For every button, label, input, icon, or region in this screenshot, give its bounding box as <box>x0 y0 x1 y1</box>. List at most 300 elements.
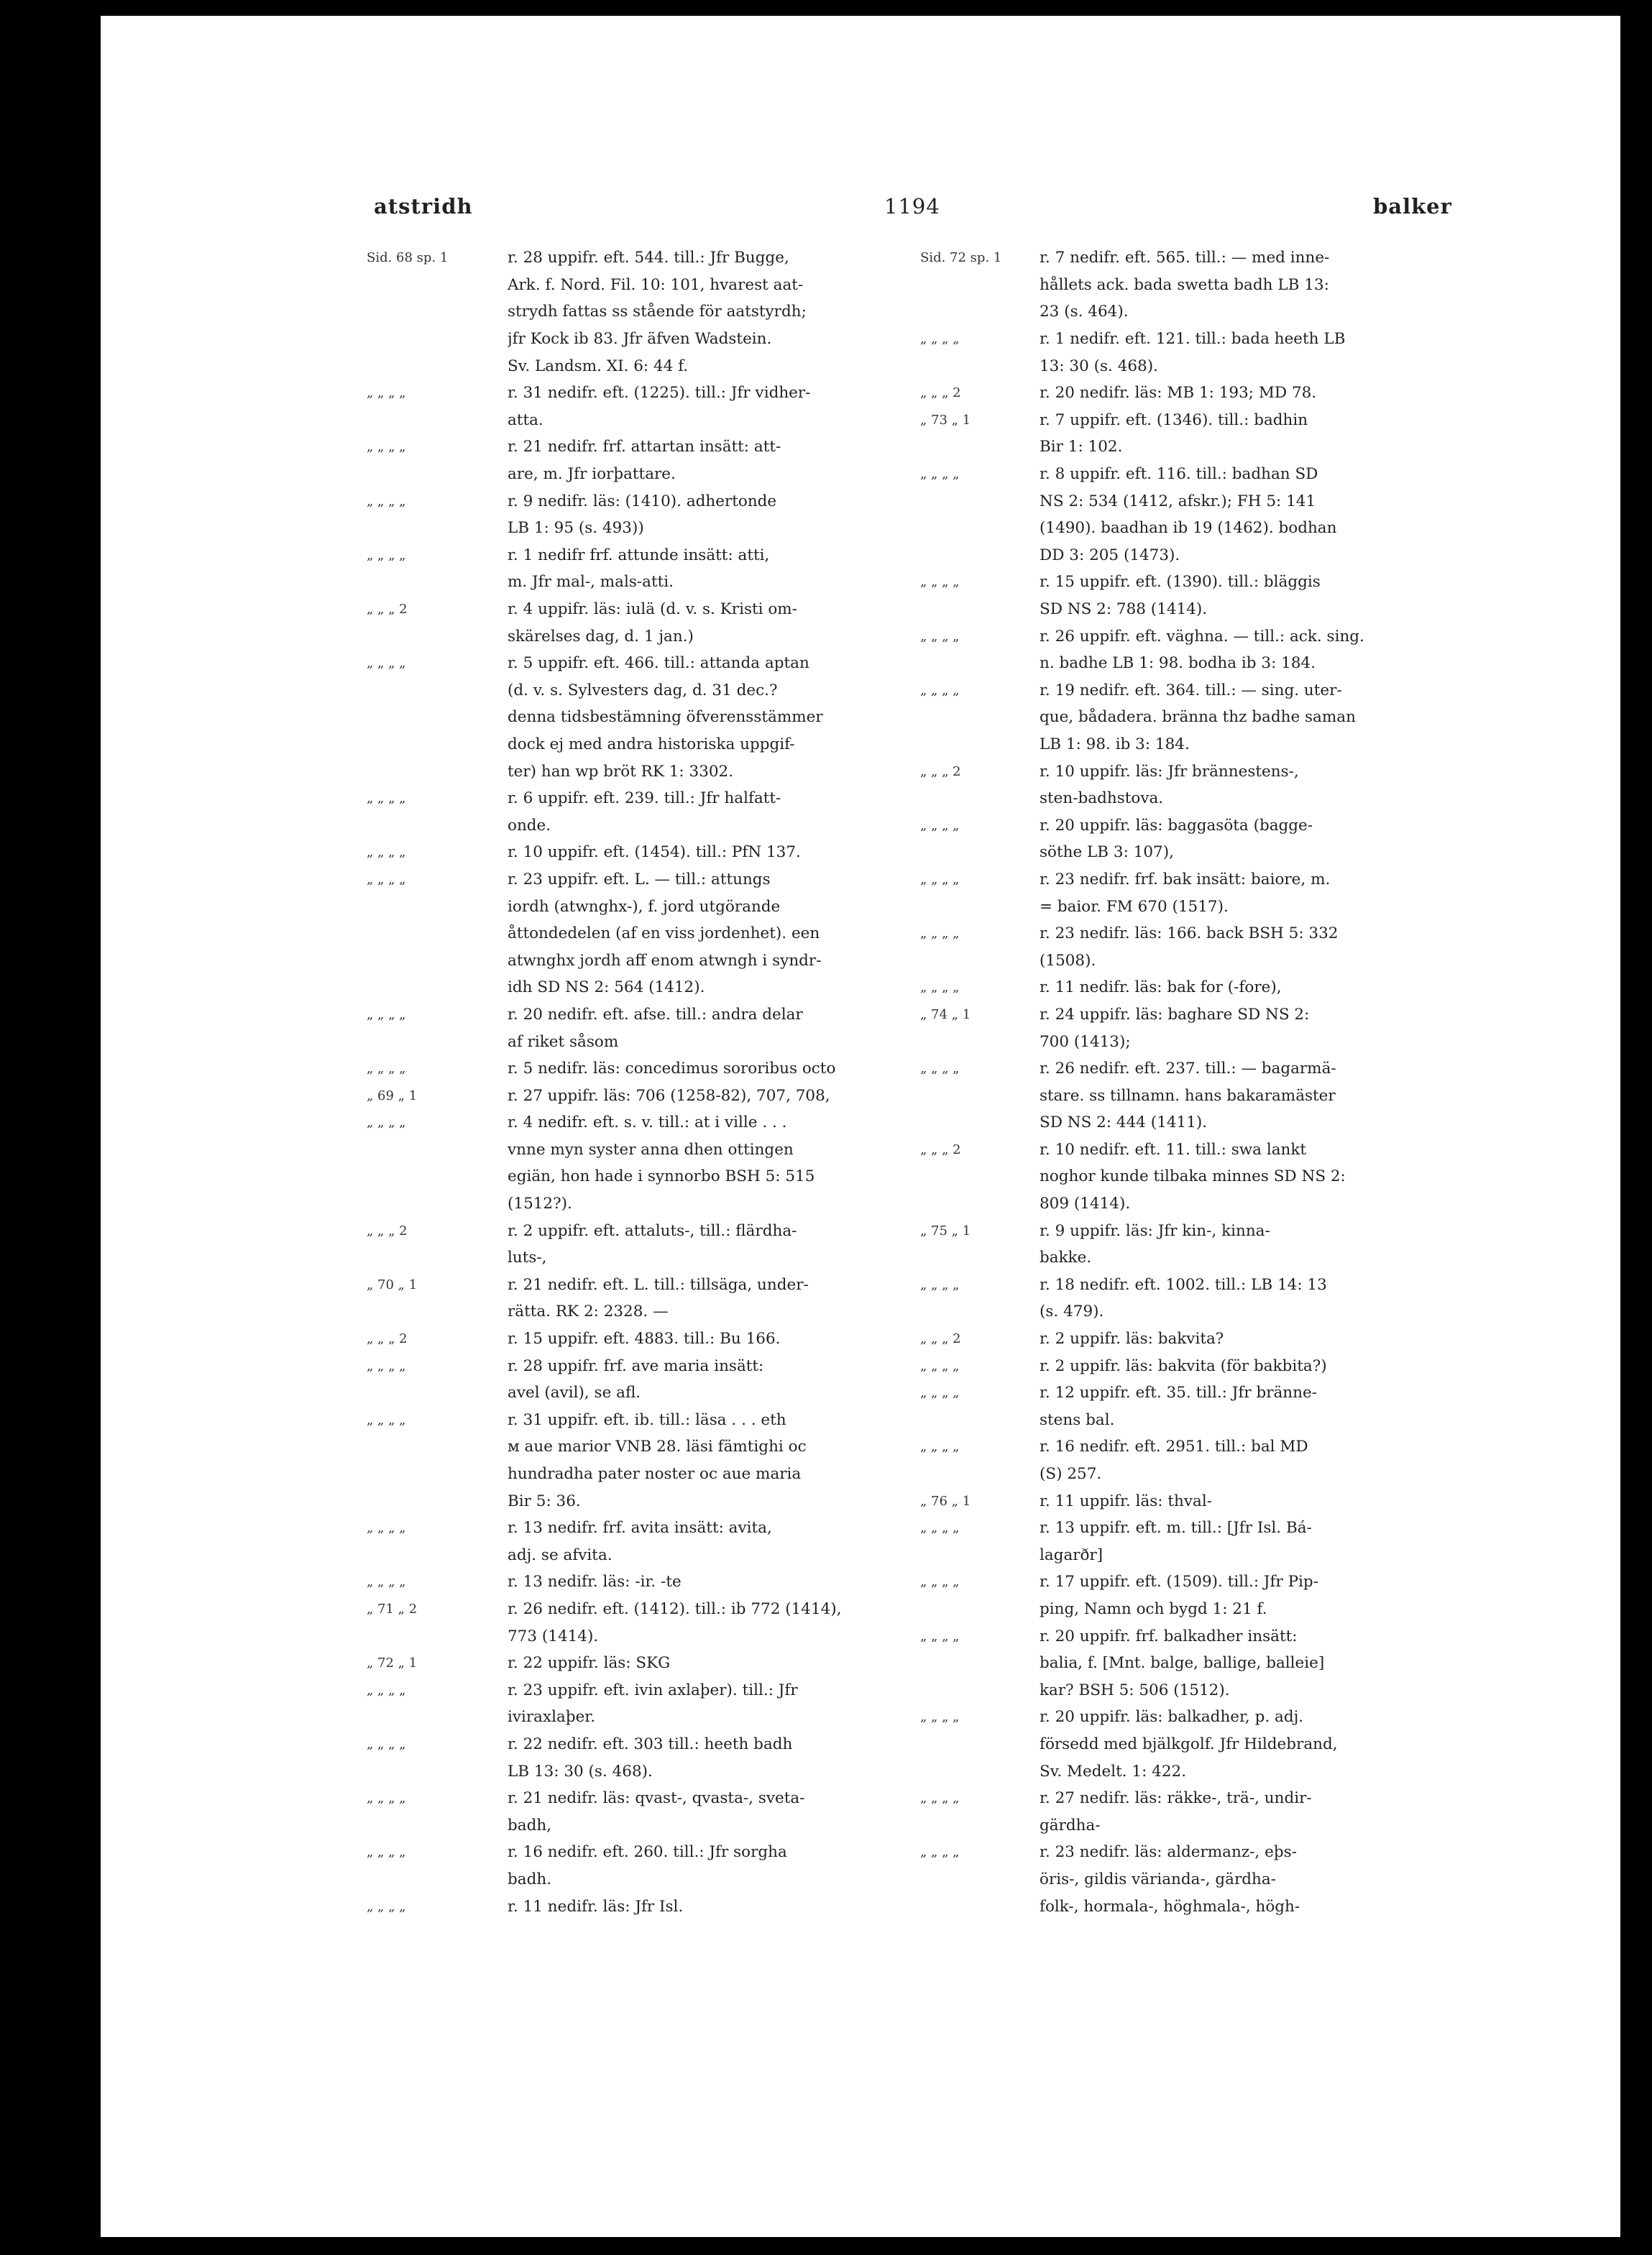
line-text: r. 27 uppifr. läs: 706 (1258-82), 707, 708, <box>508 1086 830 1105</box>
line-reference: „ „ „ 2 <box>367 1223 408 1239</box>
line-reference: „ „ „ „ <box>367 1006 406 1022</box>
line-reference: „ „ „ „ <box>920 926 960 942</box>
line-text: jfr Kock ib 83. Jfr äfven Wadstein. <box>508 330 772 349</box>
text-line <box>920 1244 1610 1272</box>
text-line <box>367 1109 999 1136</box>
line-reference: „ 75 „ 1 <box>920 1223 971 1239</box>
text-line <box>920 920 1610 947</box>
text-line <box>920 839 1610 866</box>
text-line <box>367 1542 999 1569</box>
text-line <box>367 1163 999 1190</box>
text-line <box>920 272 1610 299</box>
line-reference: „ „ „ „ <box>920 871 960 887</box>
line-text: 700 (1413); <box>1040 1032 1131 1051</box>
text-line <box>367 677 999 704</box>
line-text: bakke. <box>1040 1249 1092 1267</box>
text-line <box>920 1893 1610 1920</box>
line-text: r. 20 uppifr. läs: baggasöta (bagge- <box>1040 816 1313 835</box>
text-line <box>367 1650 999 1677</box>
line-text: r. 20 nedifr. eft. afse. till.: andra delar <box>508 1005 803 1024</box>
line-text: r. 15 uppifr. eft. (1390). till.: bläggis <box>1040 573 1321 592</box>
line-text: r. 16 nedifr. eft. 260. till.: Jfr sorgha <box>508 1843 787 1862</box>
text-line <box>920 1487 1610 1515</box>
line-text: badh, <box>508 1816 552 1834</box>
line-text: r. 2 uppifr. eft. attaluts-, till.: flärdha- <box>508 1221 797 1240</box>
text-line <box>920 974 1610 1001</box>
line-text: stare. ss tillnamn. hans bakaramäster <box>1040 1086 1336 1105</box>
line-reference: „ „ „ „ <box>920 574 960 590</box>
line-text: Ark. f. Nord. Fil. 10: 101, hvarest aat- <box>508 275 804 294</box>
line-text: r. 4 nedifr. eft. s. v. till.: at i ville . . . <box>508 1113 787 1132</box>
line-text: åttondedelen (af en viss jordenhet). een <box>508 924 820 943</box>
text-line <box>367 1190 999 1218</box>
text-line <box>920 1190 1610 1218</box>
line-reference: „ „ „ „ <box>367 1845 406 1860</box>
line-reference: „ „ „ „ <box>920 1061 960 1077</box>
line-text: r. 9 uppifr. läs: Jfr kin-, kinna- <box>1040 1221 1270 1240</box>
line-reference: „ „ „ „ <box>367 439 406 455</box>
text-line <box>367 1217 999 1244</box>
header-left-word: atstridh <box>374 194 473 219</box>
line-text: denna tidsbestämning öfverensstämmer <box>508 708 823 727</box>
text-line <box>367 244 999 272</box>
line-text: r. 23 nedifr. frf. bak insätt: baiore, m. <box>1040 870 1331 888</box>
line-text: Bir 1: 102. <box>1040 438 1123 456</box>
text-line <box>367 1731 999 1758</box>
text-line <box>920 542 1610 569</box>
line-text: försedd med bjälkgolf. Jfr Hildebrand, <box>1040 1735 1338 1753</box>
text-line <box>367 1244 999 1272</box>
line-text: r. 28 uppifr. eft. 544. till.: Jfr Bugge, <box>508 249 789 267</box>
line-text: vnne myn syster anna dhen ottingen <box>508 1140 794 1159</box>
text-line <box>367 1758 999 1785</box>
line-text: r. 27 nedifr. läs: räkke-, trä-, undir- <box>1040 1789 1312 1808</box>
line-text: r. 10 uppifr. läs: Jfr brännestens-, <box>1040 762 1299 781</box>
line-text: 13: 30 (s. 468). <box>1040 357 1158 375</box>
line-text: adj. se afvita. <box>508 1546 612 1564</box>
line-reference: „ „ „ „ <box>367 1682 406 1698</box>
text-line <box>920 515 1610 542</box>
text-line <box>367 650 999 677</box>
line-text: r. 21 nedifr. frf. attartan insätt: att- <box>508 438 781 456</box>
line-text: onde. <box>508 816 551 835</box>
line-reference: „ „ „ 2 <box>367 602 408 617</box>
text-line <box>920 812 1610 839</box>
line-text: r. 13 uppifr. eft. m. till.: [Jfr Isl. Bá- <box>1040 1519 1312 1538</box>
text-line <box>920 731 1610 758</box>
line-text: hållets ack. bada swetta badh LB 13: <box>1040 275 1329 294</box>
text-line <box>920 677 1610 704</box>
line-text: r. 7 uppifr. eft. (1346). till.: badhin <box>1040 410 1308 429</box>
text-line <box>367 893 999 920</box>
line-reference: „ „ „ „ <box>920 817 960 833</box>
page-number: 1194 <box>884 194 940 219</box>
line-text: rätta. RK 2: 2328. — <box>508 1303 669 1321</box>
line-text: r. 7 nedifr. eft. 565. till.: — med inne- <box>1040 249 1330 267</box>
line-reference: „ „ „ 2 <box>920 1142 961 1157</box>
line-reference: „ „ „ „ <box>920 1845 960 1860</box>
line-text: n. badhe LB 1: 98. bodha ib 3: 184. <box>1040 654 1316 673</box>
line-text: r. 8 uppifr. eft. 116. till.: badhan SD <box>1040 465 1318 484</box>
line-reference: „ „ „ 2 <box>367 1331 408 1347</box>
line-text: r. 2 uppifr. läs: bakvita? <box>1040 1330 1224 1349</box>
line-text: r. 11 nedifr. läs: Jfr Isl. <box>508 1897 684 1916</box>
text-line <box>920 569 1610 596</box>
line-text: (1490). baadhan ib 19 (1462). bodhan <box>1040 519 1337 538</box>
text-line <box>367 1352 999 1379</box>
text-line <box>367 1272 999 1299</box>
line-reference: „ „ „ „ <box>920 467 960 482</box>
line-text: (S) 257. <box>1040 1465 1102 1484</box>
line-reference: „ „ „ „ <box>367 1412 406 1428</box>
text-line <box>367 433 999 461</box>
line-reference: „ „ „ „ <box>367 1520 406 1536</box>
line-text: SD NS 2: 444 (1411). <box>1040 1113 1208 1132</box>
text-line <box>920 1515 1610 1542</box>
text-line <box>920 1811 1610 1839</box>
text-line <box>920 433 1610 461</box>
line-text: r. 20 nedifr. läs: MB 1: 193; MD 78. <box>1040 384 1317 403</box>
line-text: м aue marior VNB 28. läsi fämtighi oc <box>508 1438 807 1456</box>
text-line <box>920 1731 1610 1758</box>
text-line <box>367 1893 999 1920</box>
text-line <box>920 1217 1610 1244</box>
line-text: r. 26 nedifr. eft. (1412). till.: ib 772 (1414), <box>508 1599 842 1618</box>
text-line <box>367 1028 999 1055</box>
line-text: r. 19 nedifr. eft. 364. till.: — sing. uter- <box>1040 681 1342 699</box>
line-text: r. 17 uppifr. eft. (1509). till.: Jfr Pip- <box>1040 1573 1318 1592</box>
line-text: 809 (1414). <box>1040 1195 1131 1213</box>
text-line <box>367 1487 999 1515</box>
line-reference: „ „ „ „ <box>920 1628 960 1644</box>
text-line <box>367 1515 999 1542</box>
line-reference: „ „ „ „ <box>367 791 406 807</box>
text-line <box>920 1326 1610 1353</box>
text-line <box>367 1407 999 1434</box>
line-text: dock ej med andra historiska uppgif- <box>508 735 795 753</box>
line-text: r. 22 uppifr. läs: SKG <box>508 1654 671 1673</box>
line-text: (1512?). <box>508 1195 572 1213</box>
line-reference: „ „ „ „ <box>920 628 960 644</box>
text-line <box>367 785 999 812</box>
line-reference: „ „ „ „ <box>367 1115 406 1131</box>
line-reference: „ „ „ „ <box>920 1385 960 1401</box>
line-text: strydh fattas ss stående för aatstyrdh; <box>508 303 807 321</box>
text-line <box>920 1136 1610 1164</box>
line-text: r. 13 nedifr. frf. avita insätt: avita, <box>508 1519 772 1538</box>
line-text: iordh (atwnghx-), f. jord utgörande <box>508 897 781 916</box>
text-line <box>367 1461 999 1488</box>
text-line <box>367 515 999 542</box>
text-line <box>920 596 1610 623</box>
line-text: noghor kunde tilbaka minnes SD NS 2: <box>1040 1167 1346 1186</box>
text-line <box>367 1082 999 1109</box>
line-text: stens bal. <box>1040 1410 1115 1429</box>
line-text: r. 10 uppifr. eft. (1454). till.: PfN 137. <box>508 843 801 862</box>
text-line <box>920 298 1610 326</box>
line-text: luts-, <box>508 1249 547 1267</box>
line-text: 23 (s. 464). <box>1040 303 1129 321</box>
line-text: avel (avil), se afl. <box>508 1384 641 1402</box>
text-line <box>367 1866 999 1893</box>
text-line <box>920 1676 1610 1704</box>
line-text: r. 11 uppifr. läs: thval- <box>1040 1492 1212 1510</box>
line-text: r. 15 uppifr. eft. 4883. till.: Bu 166. <box>508 1330 781 1349</box>
text-line <box>367 326 999 353</box>
text-line <box>920 866 1610 894</box>
text-line <box>920 893 1610 920</box>
text-line <box>367 920 999 947</box>
text-line <box>920 623 1610 650</box>
line-text: r. 24 uppifr. läs: baghare SD NS 2: <box>1040 1005 1310 1024</box>
text-line <box>920 1001 1610 1029</box>
line-reference: Sid. 68 sp. 1 <box>367 250 449 266</box>
text-line <box>367 1839 999 1866</box>
line-text: hundradha pater noster oc aue maria <box>508 1465 802 1484</box>
text-line <box>367 569 999 596</box>
text-line <box>367 1326 999 1353</box>
text-line <box>367 758 999 785</box>
text-line <box>920 244 1610 272</box>
line-text: r. 23 nedifr. läs: aldermanz-, eþs- <box>1040 1843 1297 1862</box>
line-reference: „ 76 „ 1 <box>920 1493 971 1509</box>
text-line <box>367 487 999 515</box>
line-reference: „ „ „ „ <box>920 1277 960 1292</box>
line-text: badh. <box>508 1870 552 1888</box>
text-line <box>367 272 999 299</box>
line-reference: „ 72 „ 1 <box>367 1655 418 1671</box>
line-text: ter) han wp bröt RK 1: 3302. <box>508 762 734 781</box>
text-line <box>367 704 999 731</box>
text-line <box>920 1298 1610 1326</box>
line-text: r. 13 nedifr. läs: -ir. -te <box>508 1573 682 1592</box>
line-reference: „ „ „ „ <box>367 1061 406 1077</box>
line-text: atta. <box>508 410 543 429</box>
line-text: (d. v. s. Sylvesters dag, d. 31 dec.? <box>508 681 778 699</box>
line-reference: „ „ „ „ <box>367 1736 406 1752</box>
line-text: = baior. FM 670 (1517). <box>1040 897 1229 916</box>
text-line <box>367 461 999 488</box>
line-reference: „ „ „ 2 <box>920 385 961 401</box>
text-line <box>367 1811 999 1839</box>
text-line <box>367 1433 999 1461</box>
text-line <box>920 1109 1610 1136</box>
line-text: (s. 479). <box>1040 1303 1104 1321</box>
line-text: NS 2: 534 (1412, afskr.); FH 5: 141 <box>1040 492 1316 510</box>
text-line <box>367 1379 999 1407</box>
line-reference: „ „ „ „ <box>367 656 406 671</box>
text-line <box>367 866 999 894</box>
text-line <box>367 1569 999 1596</box>
text-line <box>920 1055 1610 1083</box>
text-line <box>920 1272 1610 1299</box>
line-reference: „ „ „ 2 <box>920 763 961 779</box>
text-line <box>920 1379 1610 1407</box>
text-line <box>920 1785 1610 1812</box>
text-line <box>920 650 1610 677</box>
line-text: sten-badhstova. <box>1040 789 1164 808</box>
line-text: r. 23 uppifr. eft. ivin axlaþer). till.: Jfr <box>508 1681 798 1699</box>
left-column <box>367 244 999 1920</box>
line-text: r. 1 nedifr. eft. 121. till.: bada heeth LB <box>1040 330 1346 349</box>
line-text: lagarðr] <box>1040 1546 1103 1564</box>
line-text: atwnghx jordh aff enom atwngh i syndr- <box>508 951 822 970</box>
text-line <box>920 1758 1610 1785</box>
line-reference: „ 71 „ 2 <box>367 1601 418 1617</box>
line-reference: „ „ „ „ <box>920 1791 960 1806</box>
line-text: r. 1 nedifr frf. attunde insätt: atti, <box>508 546 770 564</box>
text-line <box>367 1055 999 1083</box>
line-text: r. 22 nedifr. eft. 303 till.: heeth badh <box>508 1735 793 1753</box>
line-reference: „ „ „ „ <box>367 845 406 860</box>
text-line <box>920 1622 1610 1650</box>
text-line <box>367 839 999 866</box>
header-right-word: balker <box>1373 194 1452 219</box>
text-line <box>920 326 1610 353</box>
text-line <box>367 1622 999 1650</box>
line-text: LB 1: 98. ib 3: 184. <box>1040 735 1190 753</box>
line-reference: „ „ „ „ <box>367 1898 406 1914</box>
line-text: balia, f. [Mnt. balge, ballige, balleie] <box>1040 1654 1325 1673</box>
document-page <box>101 16 1620 2237</box>
text-line <box>367 407 999 434</box>
text-line <box>367 623 999 650</box>
line-text: r. 31 nedifr. eft. (1225). till.: Jfr vidher- <box>508 384 811 403</box>
text-line <box>920 785 1610 812</box>
line-reference: „ „ „ „ <box>367 1574 406 1590</box>
text-line <box>920 1569 1610 1596</box>
text-line <box>367 1704 999 1731</box>
text-line <box>920 1028 1610 1055</box>
line-reference: „ „ „ „ <box>920 1520 960 1536</box>
line-reference: „ „ „ „ <box>920 1358 960 1374</box>
text-line <box>920 1461 1610 1488</box>
line-reference: „ „ „ „ <box>920 1709 960 1725</box>
line-reference: „ „ „ „ <box>367 493 406 509</box>
line-text: DD 3: 205 (1473). <box>1040 546 1180 564</box>
text-line <box>920 1704 1610 1731</box>
line-reference: „ „ „ „ <box>367 547 406 563</box>
line-text: öris-, gildis värianda-, gärdha- <box>1040 1870 1276 1888</box>
text-line <box>367 596 999 623</box>
line-text: r. 10 nedifr. eft. 11. till.: swa lankt <box>1040 1140 1307 1159</box>
line-reference: „ „ „ „ <box>920 331 960 347</box>
text-line <box>920 1433 1610 1461</box>
line-reference: „ 74 „ 1 <box>920 1006 971 1022</box>
line-text: idh SD NS 2: 564 (1412). <box>508 978 705 997</box>
line-text: Bir 5: 36. <box>508 1492 581 1510</box>
text-line <box>367 1676 999 1704</box>
line-text: egiän, hon hade i synnorbo BSH 5: 515 <box>508 1167 815 1186</box>
line-text: LB 1: 95 (s. 493)) <box>508 519 644 538</box>
text-line <box>367 542 999 569</box>
text-line <box>920 1542 1610 1569</box>
line-text: r. 20 uppifr. läs: balkadher, p. adj. <box>1040 1708 1304 1727</box>
text-line <box>367 1136 999 1164</box>
line-reference: „ „ „ „ <box>367 1791 406 1806</box>
text-line <box>367 974 999 1001</box>
line-text: r. 11 nedifr. läs: bak for (-fore), <box>1040 978 1282 997</box>
text-line <box>367 380 999 407</box>
text-line <box>367 812 999 839</box>
line-reference: „ „ „ „ <box>920 1439 960 1455</box>
line-text: m. Jfr mal-, mals-atti. <box>508 573 674 592</box>
line-reference: „ „ „ „ <box>367 385 406 401</box>
line-text: are, m. Jfr iorþattare. <box>508 465 676 484</box>
text-line <box>920 704 1610 731</box>
line-text: skärelses dag, d. 1 jan.) <box>508 627 694 646</box>
line-text: 773 (1414). <box>508 1627 599 1645</box>
text-line <box>920 380 1610 407</box>
line-reference: Sid. 72 sp. 1 <box>920 250 1002 266</box>
line-text: r. 26 uppifr. eft. väghna. — till.: ack. sing. <box>1040 627 1364 646</box>
text-line <box>920 1163 1610 1190</box>
line-reference: „ 70 „ 1 <box>367 1277 418 1292</box>
text-line <box>920 407 1610 434</box>
line-text: LB 13: 30 (s. 468). <box>508 1762 653 1781</box>
text-line <box>920 461 1610 488</box>
line-text: Sv. Landsm. XI. 6: 44 f. <box>508 357 689 375</box>
line-text: r. 5 nedifr. läs: concedimus sororibus octo <box>508 1060 836 1078</box>
text-line <box>920 1407 1610 1434</box>
line-text: af riket såsom <box>508 1032 619 1051</box>
line-text: Sv. Medelt. 1: 422. <box>1040 1762 1187 1781</box>
line-text: iviraxlaþer. <box>508 1708 596 1727</box>
line-text: r. 2 uppifr. läs: bakvita (för bakbita?) <box>1040 1356 1327 1375</box>
line-text: folk-, hormala-, höghmala-, högh- <box>1040 1897 1300 1916</box>
right-column <box>920 244 1610 1920</box>
text-line <box>367 731 999 758</box>
text-line <box>920 758 1610 785</box>
line-reference: „ „ „ „ <box>920 682 960 698</box>
text-line <box>367 298 999 326</box>
text-line <box>920 487 1610 515</box>
line-text: r. 21 nedifr. läs: qvast-, qvasta-, sveta- <box>508 1789 805 1808</box>
line-text: gärdha- <box>1040 1816 1101 1834</box>
line-text: r. 23 uppifr. eft. L. — till.: attungs <box>508 870 771 888</box>
line-reference: „ „ „ „ <box>367 1358 406 1374</box>
text-line <box>920 947 1610 974</box>
line-text: r. 9 nedifr. läs: (1410). adhertonde <box>508 492 777 510</box>
line-reference: „ „ „ „ <box>920 1574 960 1590</box>
line-text: kar? BSH 5: 506 (1512). <box>1040 1681 1230 1699</box>
text-line <box>367 1001 999 1029</box>
line-text: r. 28 uppifr. frf. ave maria insätt: <box>508 1356 764 1375</box>
line-reference: „ 73 „ 1 <box>920 412 971 428</box>
line-text: r. 20 uppifr. frf. balkadher insätt: <box>1040 1627 1298 1645</box>
line-text: r. 6 uppifr. eft. 239. till.: Jfr halfatt- <box>508 789 781 808</box>
text-line <box>920 1866 1610 1893</box>
line-reference: „ „ „ 2 <box>920 1331 961 1347</box>
line-text: söthe LB 3: 107), <box>1040 843 1174 862</box>
line-text: r. 26 nedifr. eft. 237. till.: — bagarmä- <box>1040 1060 1336 1078</box>
line-reference: „ 69 „ 1 <box>367 1088 418 1103</box>
line-text: r. 4 uppifr. läs: iulä (d. v. s. Kristi om- <box>508 600 797 619</box>
line-text: r. 31 uppifr. eft. ib. till.: läsa . . . eth <box>508 1410 786 1429</box>
text-line <box>367 947 999 974</box>
line-reference: „ „ „ „ <box>367 871 406 887</box>
text-line <box>920 1352 1610 1379</box>
line-text: r. 21 nedifr. eft. L. till.: tillsäga, under- <box>508 1275 809 1294</box>
line-reference: „ „ „ „ <box>920 980 960 996</box>
line-text: r. 12 uppifr. eft. 35. till.: Jfr bränne- <box>1040 1384 1317 1402</box>
text-line <box>367 1596 999 1623</box>
line-text: que, bådadera. bränna thz badhe saman <box>1040 708 1356 727</box>
line-text: r. 16 nedifr. eft. 2951. till.: bal MD <box>1040 1438 1308 1456</box>
line-text: ping, Namn och bygd 1: 21 f. <box>1040 1599 1267 1618</box>
text-line <box>367 352 999 380</box>
text-line <box>920 1596 1610 1623</box>
